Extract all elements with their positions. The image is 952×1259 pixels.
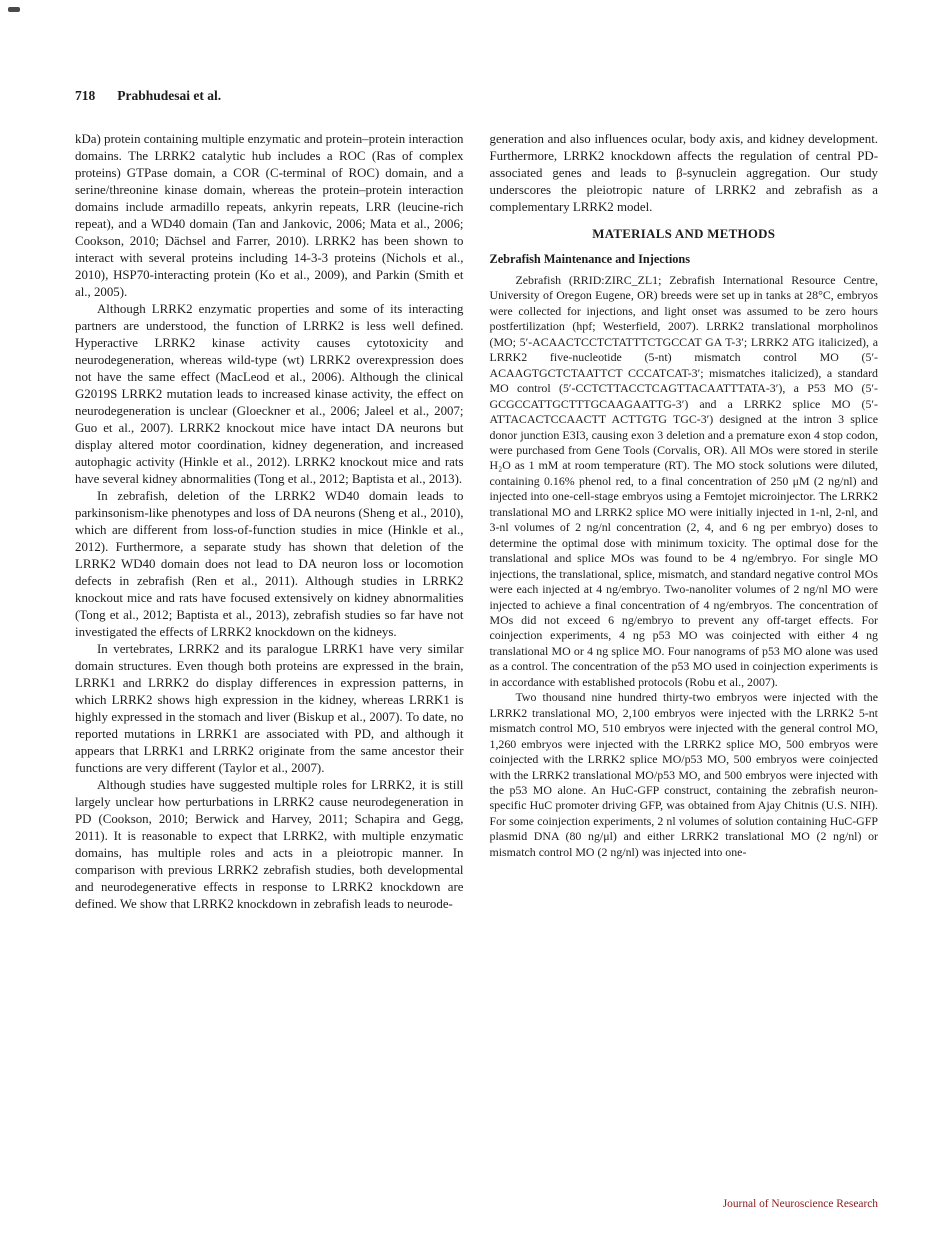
- paragraph: Two thousand nine hundred thirty-two embryos were injected with the LRRK2 translational MO, 2,100 embryos were injected with the LRRK2 5-nt mismatch control MO, 510 embryos were injected with the general control MO, 1,260 embryos were injected with the LRRK2 splice MO, 500 embryos were coinjected with the LRRK2 splice MO/p53 MO, 500 embryos were coinjected with the LRRK2 translational MO/p53 MO, and 500 embryos were injected with the p53 MO alone. An HuC-GFP construct, containing the zebrafish neuron-specific HuC promoter driving GFP, was obtained from Ajay Chitnis (U.S. NIH). For some coinjection experiments, 2 nl volumes of solution containing HuC-GFP plasmid DNA (80 ng/μl) and either LRRK2 translational MO (2 ng/nl) or mismatch control MO (2 ng/nl) was injected into one-: [489, 690, 878, 859]
- left-column: [75, 131, 464, 913]
- page-number: 718: [75, 88, 96, 103]
- paragraph: Although LRRK2 enzymatic properties and some of its interacting partners are understood, the function of LRRK2 is less well defined. Hyperactive LRRK2 kinase activity causes cytotoxicity and neurodegeneration, whereas wild-type (wt) LRRK2 overexpression does not have the same effect (MacLeod et al., 2006). Although the clinical G2019S LRRK2 mutation leads to increased kinase activity, the effect on neurodegeneration is unclear (Gloeckner et al., 2006; Jaleel et al., 2007; Guo et al., 2007). LRRK2 knockout mice have intact DA neurons but display altered motor coordination, kidney degeneration, and increased autophagic activity (Hinkle et al., 2012). LRRK2 knockout mice and rats have several kidney abnormalities (Tong et al., 2012; Baptista et al., 2013).: [75, 302, 464, 486]
- scan-artifact-mark: [8, 7, 20, 12]
- paragraph: Although studies have suggested multiple roles for LRRK2, it is still largely unclear how perturbations in LRRK2 cause neurodegeneration in PD (Cookson, 2010; Berwick and Harvey, 2011; Schapira and Gegg, 2011). It is reasonable to expect that LRRK2, with multiple enzymatic domains, has multiple roles and acts in a pleiotropic manner. In comparison with previous LRRK2 zebrafish studies, both developmental and neurodegenerative effects in response to LRRK2 knockdown are defined. We show that LRRK2 knockdown in zebrafish leads to neurode-: [75, 778, 464, 911]
- two-column-body: [75, 131, 878, 913]
- page-footer: [723, 1198, 878, 1210]
- page-header: [75, 88, 878, 104]
- section-heading-materials-and-methods: MATERIALS AND METHODS: [592, 227, 776, 241]
- subsection-heading-zebrafish-maintenance: Zebrafish Maintenance and Injections: [489, 252, 691, 266]
- right-column: [490, 131, 879, 913]
- paragraph: In vertebrates, LRRK2 and its paralogue LRRK1 have very similar domain structures. Even though both proteins are expressed in the brain, LRRK1 and LRRK2 do display differences in expression patterns, in which LRRK2 shows high expression in the kidney, whereas LRRK1 is highly expressed in the stomach and liver (Biskup et al., 2007). To date, no reported mutations in LRRK1 are associated with PD, and although it appears that LRRK1 and LRRK2 originate from the same ancestor their functions are very different (Taylor et al., 2007).: [75, 642, 464, 775]
- paragraph: generation and also influences ocular, body axis, and kidney development. Furthermore, LRRK2 knockdown affects the regulation of central PD-associated genes and leads to β-synuclein aggregation. Our study underscores the pleiotropic nature of LRRK2 and zebrafish as a complementary LRRK2 model.: [489, 132, 878, 214]
- journal-name: Journal of Neuroscience Research: [722, 1198, 878, 1210]
- paragraph: kDa) protein containing multiple enzymatic and protein–protein interaction domains. The LRRK2 catalytic hub includes a ROC (Ras of complex proteins) GTPase domain, a COR (C-terminal of ROC) domain, and a serine/threonine kinase domain, whereas the protein–protein interaction domains include armadillo repeats, ankyrin repeats, LRR (leucine-rich repeat), and a WD40 domain (Tan and Jankovic, 2006; Mata et al., 2006; Cookson, 2010; Dächsel and Farrer, 2010). LRRK2 has been shown to interact with several proteins including 14-3-3 proteins (Nichols et al., 2010), HSP70-interacting protein (Ko et al., 2009), and Parkin (Smith et al., 2005).: [75, 132, 464, 299]
- paragraph: Zebrafish (RRID:ZIRC_ZL1; Zebrafish International Resource Centre, University of Oregon Eugene, OR) breeds were set up in tanks at 28°C, embryos were collected for injections, and light onset was assumed to be zero hours postfertilization (hpf; Westerfield, 2007). LRRK2 translational morpholinos (MO; 5′-ACAACTCCTCTATTTCTGCCAT GA T-3′; LRRK2 ATG italicized), a LRRK2 five-nucleotide (5-nt) mismatch control MO (5′-ACAAGTGCTCTAATTCT CCCATCAT-3′; mismatches italicized), a standard MO control (5′-CCTCTTACCTCAGTTACAATTTATA-3′), a P53 MO (5′-GCGCCATTGCTTTGCAAGAATTG-3′) and a LRRK2 splice MO (5′-ATTACACTCCAACTT ACTTGTG TGC-3′) designed at the intron 3 splice donor junction E3I3, causing exon 3 deletion and a premature exon 4 stop codon, were purchased from Gene Tools (Corvalis, OR). All MOs were stored in sterile H₂O as 1 mM at room temperature (RT). The MO stock solutions were diluted, containing 0.16% phenol red, to a final concentration of 250 μM (2 ng/nl) and injected into one-cell-stage embryos using a Femtojet microinjector. The LRRK2 translational MO and LRRK2 splice MO were initially injected in 1-nl, 2-nl, and 3-nl volumes of 2 ng/nl concentration (2, 4, and 6 ng per embryo) doses to determine the optimal dose with minimum toxicity. The optimal dose for the translational and splice MOs was found to be 4 ng/embryo. For single MO injections, the translational, splice, mismatch, and standard negative control MOs were each injected at 4 ng/embryo. Two-nanoliter volumes of 2 ng/nl MO were injected to achieve a final concentration of 4 ng/embryos. The concentration of MOs did not exceed 6 ng/embryo to prevent any off-target effects. For coinjection experiments, 4 ng p53 MO was coinjected with either 4 ng translational MO or 4 ng splice MO. Four nanograms of p53 MO alone was used as a control. The concentration of the p53 MO used in coinjection experiments is in accordance with established protocols (Robu et al., 2007).: [489, 273, 878, 689]
- running-head: Prabhudesai et al.: [117, 88, 222, 103]
- page-content: [75, 88, 878, 913]
- paragraph: In zebrafish, deletion of the LRRK2 WD40 domain leads to parkinsonism-like phenotypes and loss of DA neurons (Sheng et al., 2010), which are different from loss-of-function studies in mice (Hinkle et al., 2012). Furthermore, a separate study has shown that deletion of the LRRK2 WD40 domain does not lead to DA neuron loss or locomotion defects in zebrafish (Ren et al., 2011). Although studies in LRRK2 knockout mice and rats have focused extensively on kidney abnormalities (Tong et al., 2012; Baptista et al., 2013), zebrafish studies so far have not investigated the effects of LRRK2 knockdown on the kidneys.: [75, 489, 464, 639]
